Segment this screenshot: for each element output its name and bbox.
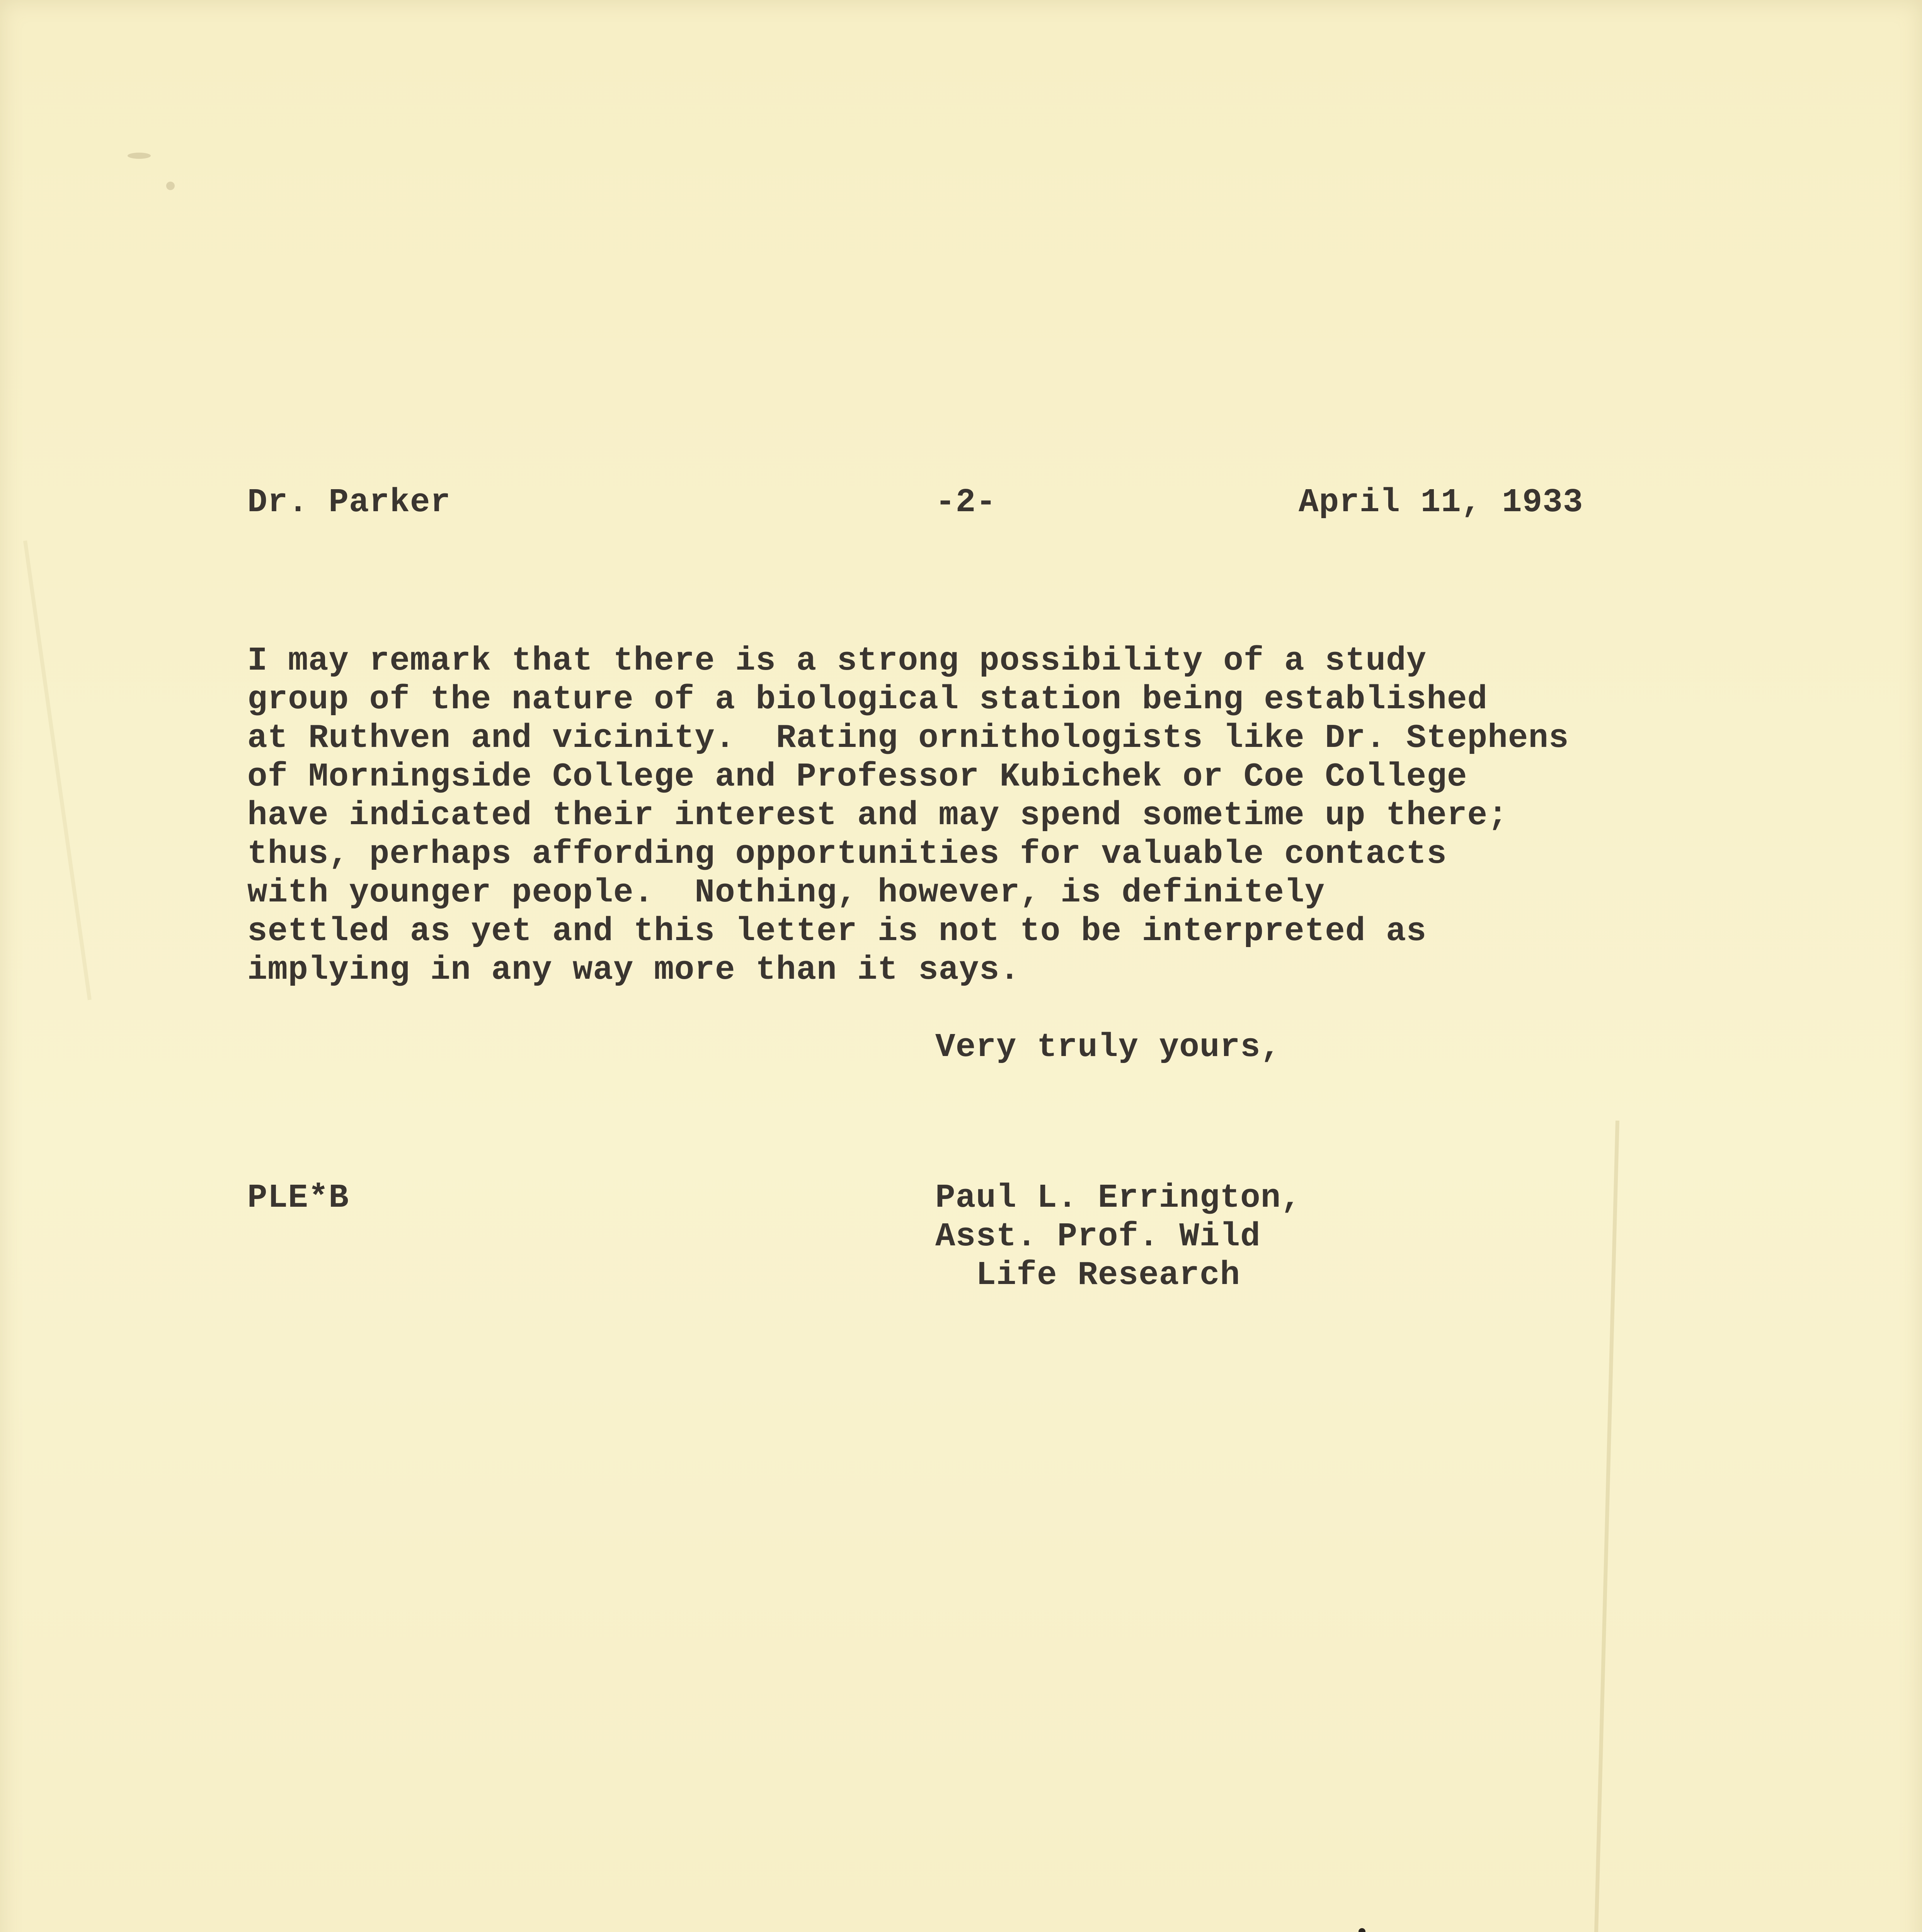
paper-smudge bbox=[166, 182, 175, 190]
body-line: have indicated their interest and may spend sometime up there; bbox=[247, 796, 1508, 834]
body-line: of Morningside College and Professor Kubichek or Coe College bbox=[247, 758, 1467, 796]
body-line: settled as yet and this letter is not to be interpreted as bbox=[247, 912, 1427, 950]
body-line: group of the nature of a biological station being established bbox=[247, 680, 1488, 718]
typist-initials: PLE*B bbox=[247, 1179, 349, 1217]
signature-name: Paul L. Errington, bbox=[935, 1179, 1301, 1217]
signature-title: Asst. Prof. Wild bbox=[935, 1218, 1261, 1255]
body-line: at Ruthven and vicinity. Rating ornithologists like Dr. Stephens bbox=[247, 719, 1569, 757]
letter-body bbox=[247, 641, 1569, 989]
paper-smudge bbox=[128, 153, 151, 159]
body-line: I may remark that there is a strong possibility of a study bbox=[247, 642, 1427, 680]
signature-department: Life Research bbox=[935, 1256, 1241, 1294]
complimentary-close: Very truly yours, bbox=[935, 1028, 1281, 1066]
body-line: implying in any way more than it says. bbox=[247, 951, 1020, 989]
ink-dot bbox=[1359, 1928, 1365, 1932]
signature-block bbox=[935, 1179, 1301, 1294]
letter-date: April 11, 1933 bbox=[1299, 483, 1583, 521]
body-line: with younger people. Nothing, however, is definitely bbox=[247, 874, 1325, 912]
page-number: -2- bbox=[935, 483, 996, 521]
paper-crease bbox=[23, 541, 92, 1000]
recipient-header: Dr. Parker bbox=[247, 483, 451, 521]
body-line: thus, perhaps affording opportunities for valuable contacts bbox=[247, 835, 1447, 873]
paper-crease bbox=[1579, 1121, 1619, 1932]
